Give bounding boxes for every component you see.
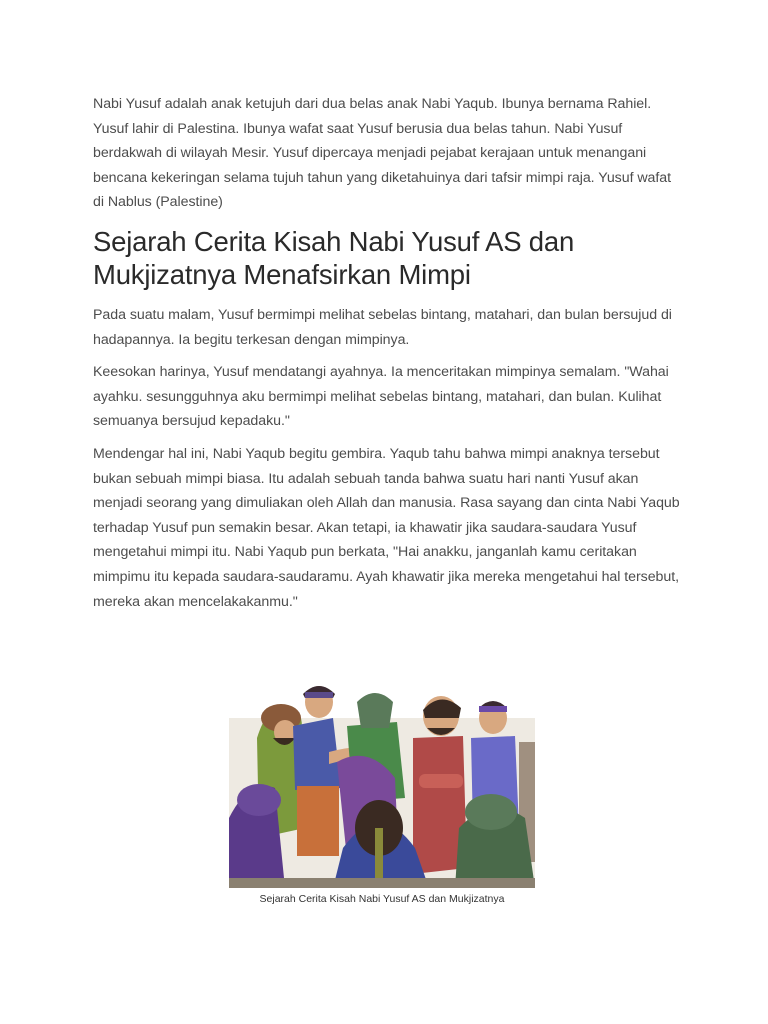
story-paragraph-1: Pada suatu malam, Yusuf bermimpi melihat sebelas bintang, matahari, dan bulan bersujud di hadapannya. Ia begitu terkesan dengan mimpinya. <box>93 306 672 348</box>
article-figure <box>229 678 535 906</box>
story-paragraph-3: Mendengar hal ini, Nabi Yaqub begitu gembira. Yaqub tahu bahwa mimpi anaknya tersebut bukan sebuah mimpi biasa. Itu adalah sebuah tanda bahwa suatu hari nanti Yusuf akan menjadi seorang yang dimuliakan oleh Allah dan manusia. Rasa sayang dan cinta Nabi Yaqub terhadap Yusuf pun semakin besar. Akan tetapi, ia khawatir jika saudara-saudara Yusuf mengetahui mimpi itu. Nabi Yaqub pun berkata, "Hai anakku, janganlah kamu ceritakan mimpimu itu kepada saudara-saudaramu. Ayah khawatir jika mereka mengetahui hal tersebut, mereka akan mencelakakanmu." <box>93 445 680 610</box>
illustration-image <box>229 678 535 888</box>
section-heading: Sejarah Cerita Kisah Nabi Yusuf AS dan Mukjizatnya Menafsirkan Mimpi <box>93 225 575 290</box>
article-body <box>93 92 683 622</box>
brothers-illustration <box>229 678 535 888</box>
intro-paragraph: Nabi Yusuf adalah anak ketujuh dari dua belas anak Nabi Yaqub. Ibunya bernama Rahiel. Yusuf lahir di Palestina. Ibunya wafat saat Yusuf berusia dua belas tahun. Nabi Yusuf berdakwah di wilayah Mesir. Yusuf dipercaya menjadi pejabat kerajaan untuk menangani bencana kekeringan selama tujuh tahun yang diketahuinya dari tafsir mimpi raja. Yusuf wafat di Nablus (Palestine) <box>93 96 672 211</box>
figure-caption: Sejarah Cerita Kisah Nabi Yusuf AS dan Mukjizatnya <box>259 893 505 905</box>
story-paragraph-2: Keesokan harinya, Yusuf mendatangi ayahnya. Ia menceritakan mimpinya semalam. "Wahai ayahku. sesungguhnya aku bermimpi melihat sebelas bintang, matahari, dan bulan. Kulihat semuanya bersujud kepadaku." <box>93 364 669 430</box>
